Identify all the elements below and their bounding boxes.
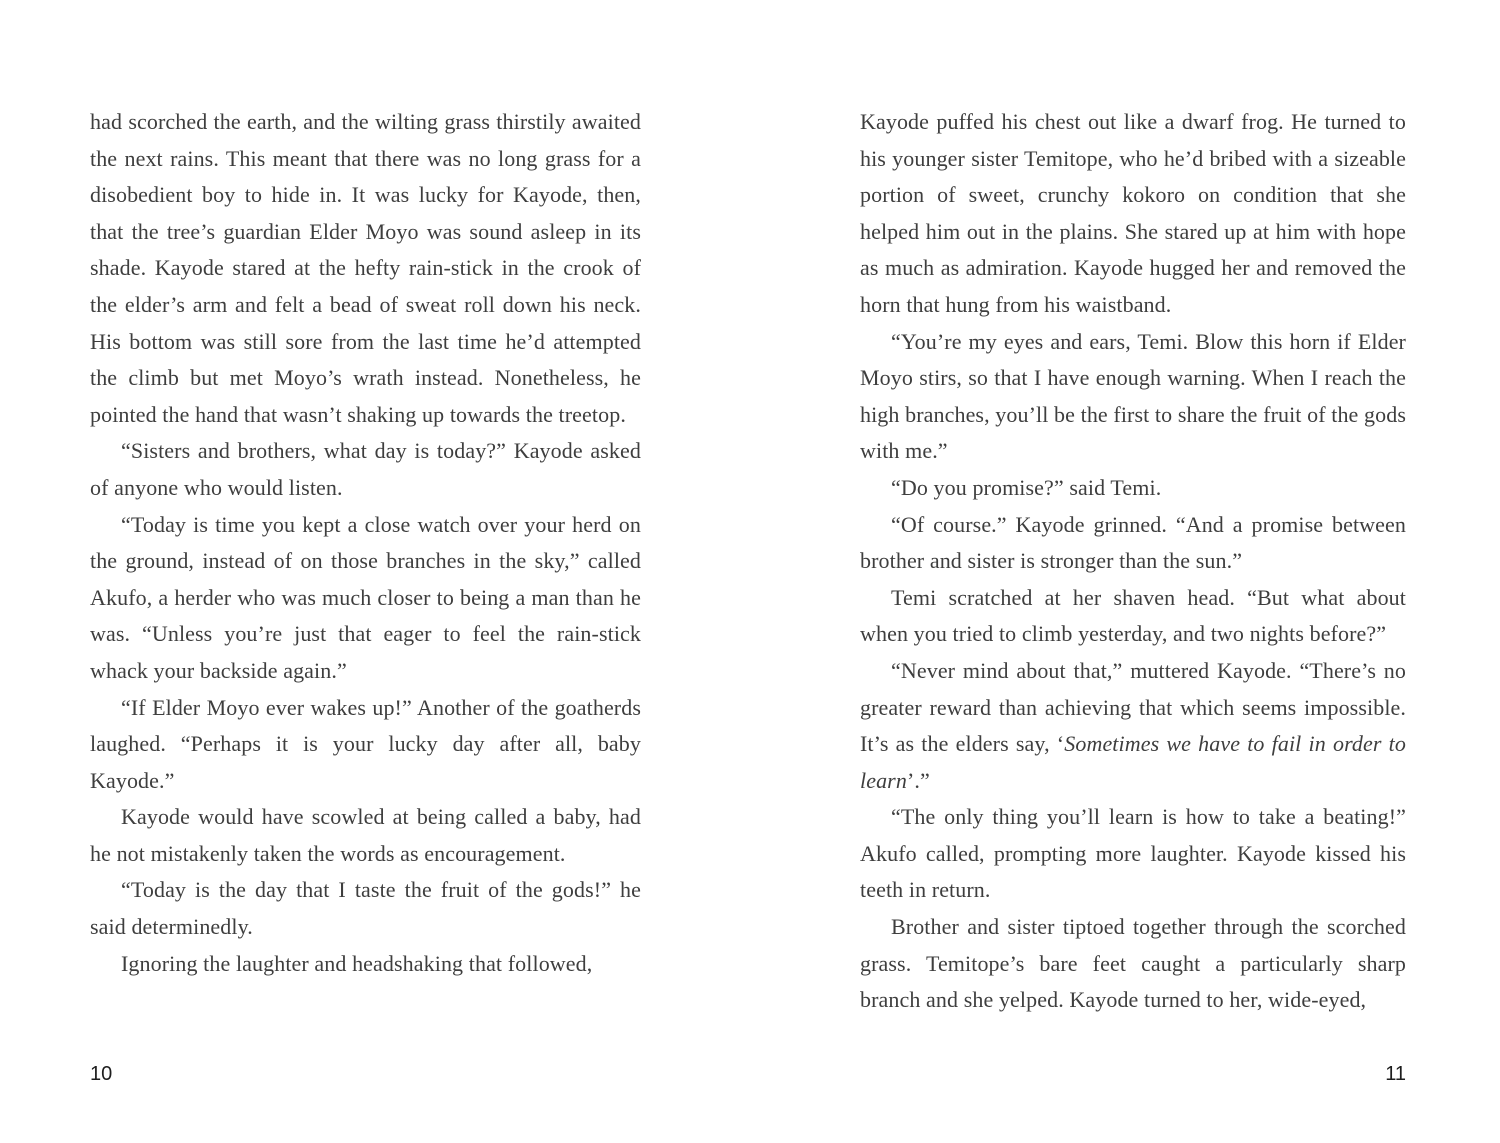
page-number-right: 11 <box>1385 1063 1406 1085</box>
paragraph: “The only thing you’ll learn is how to take a beating!” Akufo called, prompting more laughter. Kayode kissed his teeth in return. <box>860 804 1406 903</box>
paragraph: had scorched the earth, and the wilting grass thirstily awaited the next rains. This meant that there was no long grass for a disobedient boy to hide in. It was lucky for Kayode, then, that the tree’s guardian Elder Moyo was sound asleep in its shade. Kayode stared at the hefty rain-stick in the crook of the elder’s arm and felt a bead of sweat roll down his neck. His bottom was still sore from the last time he’d attempted the climb but met Moyo’s wrath instead. Nonetheless, he pointed the hand that wasn’t shaking up towards the treetop. <box>90 109 641 427</box>
paragraph: Kayode would have scowled at being called a baby, had he not mistakenly taken the words as encouragement. <box>90 804 641 866</box>
page-right-text <box>860 104 1406 1019</box>
page-left-text <box>90 104 641 982</box>
paragraph: “You’re my eyes and ears, Temi. Blow this horn if Elder Moyo stirs, so that I have enough warning. When I reach the high branches, you’ll be the first to share the fruit of the gods with me.” <box>860 328 1406 464</box>
paragraph: “Today is the day that I taste the fruit of the gods!” he said determinedly. <box>90 877 641 940</box>
paragraph: Ignoring the laughter and headshaking that followed, <box>121 950 593 976</box>
paragraph: “Today is time you kept a close watch over your herd on the ground, instead of on those branches in the sky,” called Akufo, a herder who was much closer to being a man than he was. “Unless you’re just that eager to feel the rain-stick whack your backside again.” <box>90 511 641 683</box>
page-number-left: 10 <box>90 1063 113 1085</box>
page-right <box>860 0 1406 1143</box>
paragraph: Temi scratched at her shaven head. “But what about when you tried to climb yesterday, and two nights before?” <box>860 584 1406 647</box>
paragraph: “Sisters and brothers, what day is today?” Kayode asked of anyone who would listen. <box>90 438 641 500</box>
page-left <box>90 0 641 1143</box>
paragraph: Brother and sister tiptoed together through the scorched grass. Temitope’s bare feet caught a particularly sharp branch and she yelped. Kayode turned to her, wide-eyed, <box>860 914 1406 1013</box>
paragraph: Kayode puffed his chest out like a dwarf frog. He turned to his younger sister Temitope, who he’d bribed with a sizeable portion of sweet, crunchy kokoro on condition that she helped him out in the plains. She stared up at him with hope as much as admiration. Kayode hugged her and removed the horn that hung from his waistband. <box>860 109 1406 317</box>
paragraph: “Never mind about that,” muttered Kayode. “There’s no greater reward than achieving that which seems impossible. It’s as the elders say, ‘Sometimes we have to fail in order to learn’.” <box>860 657 1406 793</box>
paragraph: “Do you promise?” said Temi. <box>891 474 1162 500</box>
paragraph: “Of course.” Kayode grinned. “And a promise between brother and sister is stronger than the sun.” <box>860 511 1406 574</box>
paragraph: “If Elder Moyo ever wakes up!” Another of the goatherds laughed. “Perhaps it is your lucky day after all, baby Kayode.” <box>90 694 641 793</box>
